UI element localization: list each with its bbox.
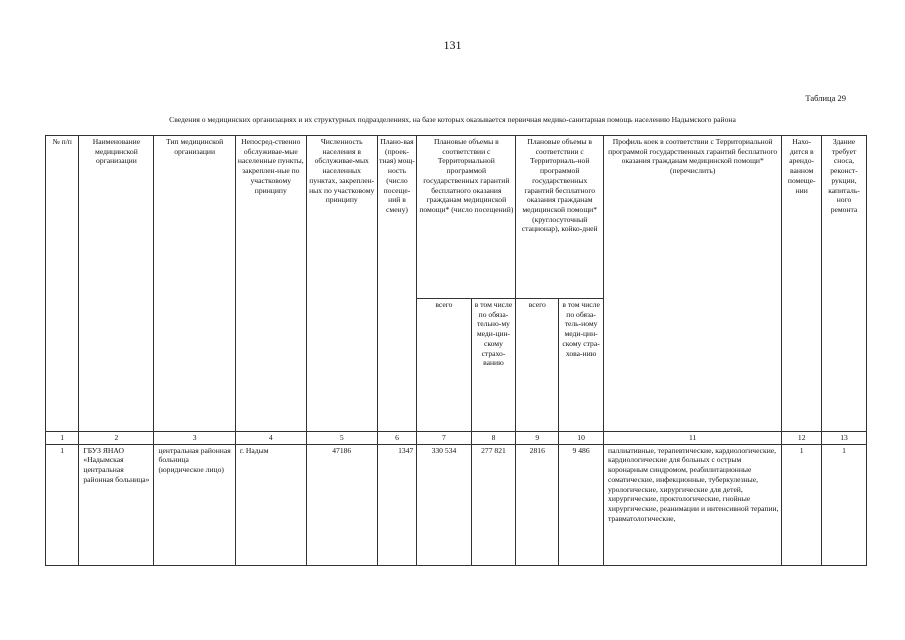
header-capacity: Плано-вая (проек-тная) мощ-ность (число посеще-ний в смену) <box>377 136 417 432</box>
header-rebuild: Здание требует сноса, реконст-рукции, капиталь-ного ремонта <box>822 136 867 432</box>
table-row <box>46 444 867 565</box>
medical-organizations-table <box>45 135 867 566</box>
bed-profile: паллиативные, терапевтические, кардиологические, кардиологические для больных с острым коронарным синдромом, реабилитационные соматические, инфекционные, туберкулезные, урологические, хирургические для детей, хирургические, проктологические, гнойные хирургические, реанимации и интенсивной терапии, травматологические, <box>604 444 782 565</box>
column-number: 11 <box>604 432 782 445</box>
column-number: 8 <box>471 432 516 445</box>
header-bed-profile: Профиль коек в соответствии с Территориальной программой государственных гарантий бесплатного оказания гражданам медицинской помощи* (перечислить) <box>604 136 782 432</box>
beddays-total: 2816 <box>516 444 559 565</box>
column-number: 6 <box>377 432 417 445</box>
header-settlements: Непосред-ственно обслуживае-мые населенные пункты, закреплен-ные по участковому принципу <box>235 136 306 432</box>
column-number: 10 <box>559 432 604 445</box>
visits-oms: 277 821 <box>471 444 516 565</box>
population: 47186 <box>306 444 377 565</box>
capacity: 1347 <box>377 444 417 565</box>
page-number: 131 <box>443 38 462 52</box>
settlements: г. Надым <box>235 444 306 565</box>
column-number: 12 <box>782 432 822 445</box>
header-organization-name: Наименование медицинской организации <box>79 136 154 432</box>
row-number: 1 <box>46 444 79 565</box>
column-number: 1 <box>46 432 79 445</box>
rented-flag: 1 <box>782 444 822 565</box>
header-planned-bed-days: Плановые объемы в соответствии с Территориаль-ной программой государственных гарантий бесплатного оказания гражданам медицинской помощи* (круглосуточный стационар), койко-дней <box>516 136 604 299</box>
column-number: 4 <box>235 432 306 445</box>
header-visits-oms: в том числе по обяза-тельно-му меди-цин-скому страхо-ванию <box>471 299 516 432</box>
column-number: 9 <box>516 432 559 445</box>
header-planned-visits: Плановые объемы в соответствии с Территориальной программой государственных гарантий бесплатного оказания гражданам медицинской помощи* (число посещений) <box>417 136 516 299</box>
header-visits-total: всего <box>417 299 471 432</box>
table-caption: Сведения о медицинских организациях и их структурных подразделениях, на базе которых оказывается первичная медико-санитарная помощь населению Надымского района <box>169 115 736 124</box>
column-number-row <box>46 432 867 445</box>
beddays-oms: 9 486 <box>559 444 604 565</box>
table-label: Таблица 29 <box>805 93 846 103</box>
header-rented: Нахо-дится в арендо-ванном помеще-нии <box>782 136 822 432</box>
header-population: Численность населения в обслуживае-мых населенных пунктах, закреплен-ных по участковому принципу <box>306 136 377 432</box>
organization-type: центральная районная больница (юридическое лицо) <box>154 444 235 565</box>
header-number: № п/п <box>46 136 79 432</box>
header-row <box>46 136 867 299</box>
column-number: 3 <box>154 432 235 445</box>
header-organization-type: Тип медицинской организации <box>154 136 235 432</box>
visits-total: 330 534 <box>417 444 471 565</box>
column-number: 13 <box>822 432 867 445</box>
column-number: 2 <box>79 432 154 445</box>
column-number: 7 <box>417 432 471 445</box>
header-beddays-total: всего <box>516 299 559 432</box>
organization-name: ГБУЗ ЯНАО «Надымская центральная районная больница» <box>79 444 154 565</box>
header-beddays-oms: в том числе по обяза-тель-ному меди-цин-скому стра-хова-нию <box>559 299 604 432</box>
rebuild-flag: 1 <box>822 444 867 565</box>
column-number: 5 <box>306 432 377 445</box>
